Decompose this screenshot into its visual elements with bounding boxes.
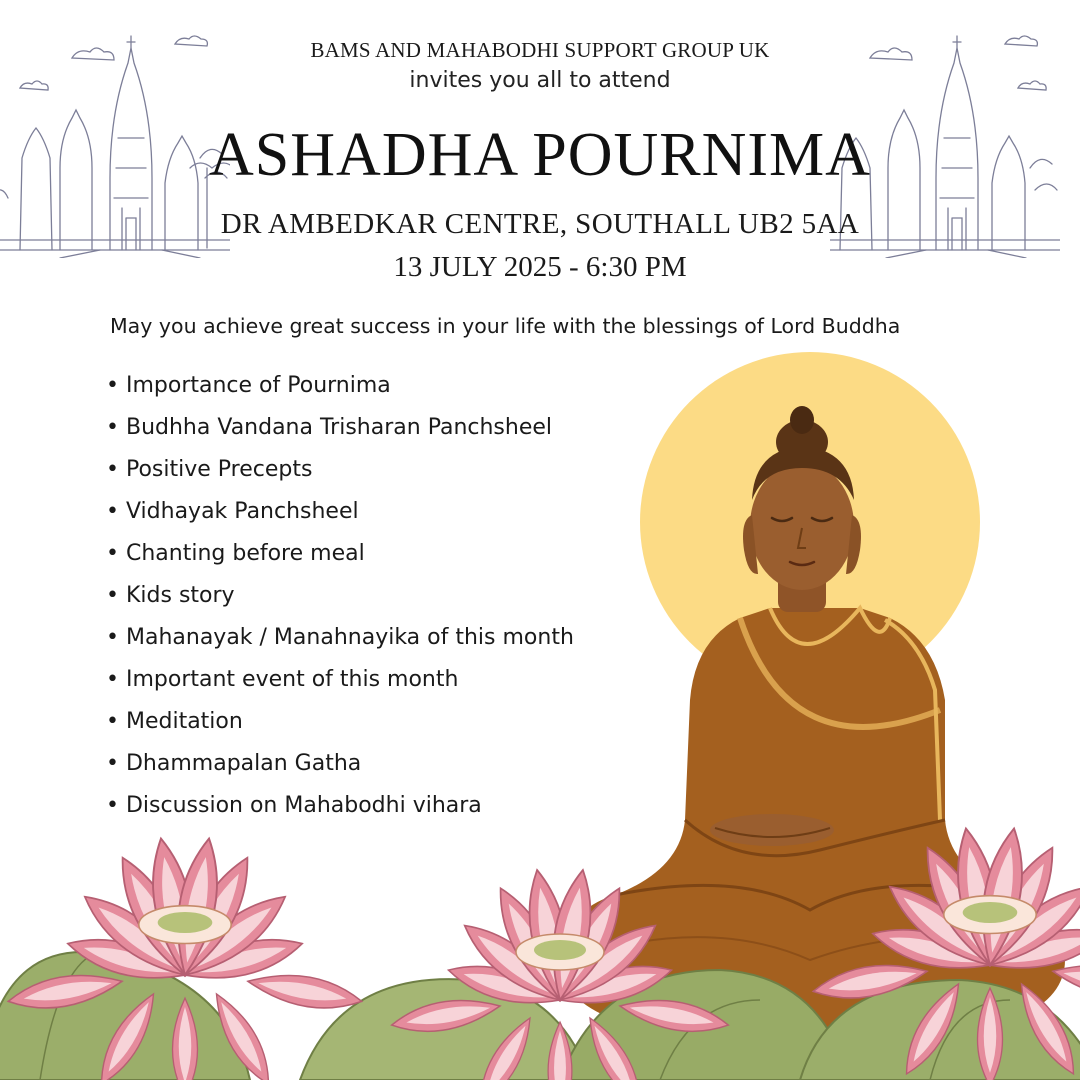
blessing-text: May you achieve great success in your life with the blessings of Lord Buddha — [110, 314, 901, 338]
agenda-item: • Meditation — [106, 706, 574, 748]
agenda-item: • Vidhayak Panchsheel — [106, 496, 574, 538]
agenda-item: • Important event of this month — [106, 664, 574, 706]
agenda-item: • Kids story — [106, 580, 574, 622]
agenda-item: • Discussion on Mahabodhi vihara — [106, 790, 574, 832]
agenda-list — [106, 370, 574, 832]
invitation-line: invites you all to attend — [409, 68, 671, 93]
agenda-item: • Dhammapalan Gatha — [106, 748, 574, 790]
head — [750, 462, 854, 590]
agenda-item: • Positive Precepts — [106, 454, 574, 496]
agenda-item: • Chanting before meal — [106, 538, 574, 580]
agenda-item: • Budhha Vandana Trisharan Panchsheel — [106, 412, 574, 454]
lotus-flowers-illustration — [0, 800, 1080, 1080]
event-venue: DR AMBEDKAR CENTRE, SOUTHALL UB2 5AA — [220, 208, 860, 240]
event-title: ASHADHA POURNIMA — [209, 121, 871, 189]
event-date-time: 13 JULY 2025 - 6:30 PM — [393, 251, 687, 283]
agenda-item: • Mahanayak / Manahnayika of this month — [106, 622, 574, 664]
organisation-name: BAMS AND MAHABODHI SUPPORT GROUP UK — [310, 38, 770, 62]
agenda-item: • Importance of Pournima — [106, 370, 574, 412]
